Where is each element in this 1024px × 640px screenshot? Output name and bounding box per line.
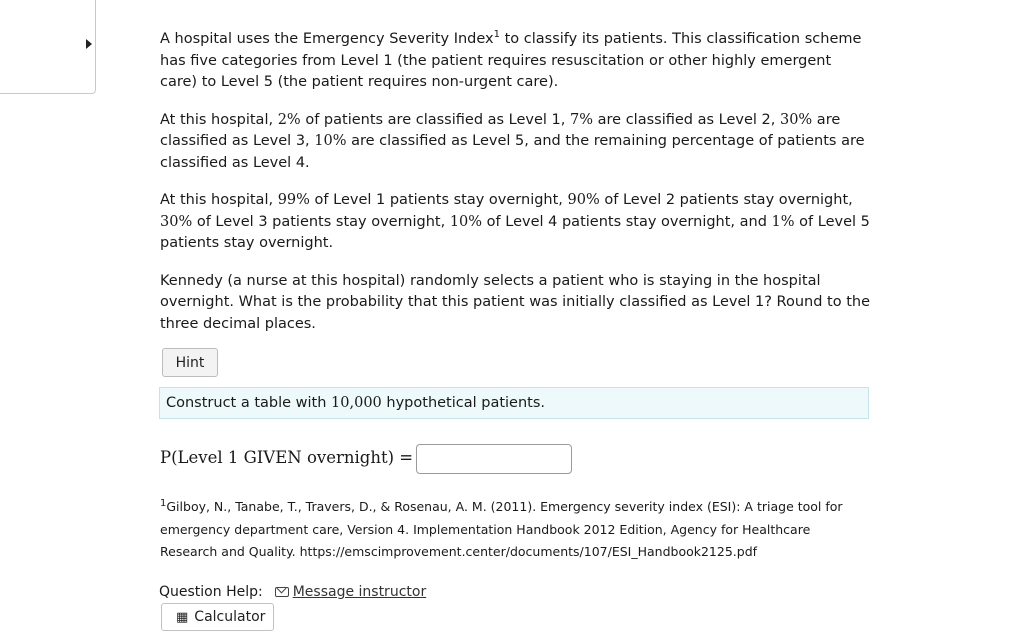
calculator-icon: ▦ xyxy=(176,609,189,625)
expand-arrow-icon[interactable] xyxy=(86,39,92,49)
footnote-marker: 1 xyxy=(160,497,167,509)
calculator-label: Calculator xyxy=(194,609,266,625)
footnote-ref: 1 xyxy=(493,29,500,41)
hint-box: Construct a table with 10,000 hypothetical patients. xyxy=(159,387,869,419)
mail-icon xyxy=(275,587,289,597)
question-help-row xyxy=(159,584,426,600)
footnote-text: Gilboy, N., Tanabe, T., Travers, D., & Rosenau, A. M. (2011). Emergency severity index (ESI): A triage tool for emergency department care, Version 4. Implementation Handbook 2012 Edition, Agency for Healthcare Research and Quality. https://emscimprovement.center/documents/107/ESI_Handbook2125.pdf xyxy=(160,499,843,559)
question-paragraph-4: Kennedy (a nurse at this hospital) randomly selects a patient who is staying in the hospital overnight. What is the probability that this patient was initially classified as Level 1? Round to the three decimal places. xyxy=(160,272,871,332)
calculator-button[interactable] xyxy=(161,603,274,631)
question-body xyxy=(160,29,872,351)
question-help-label: Question Help: xyxy=(159,584,263,600)
question-paragraph-1: A hospital uses the Emergency Severity Index$^1$ to classify its patients. This classification scheme has five categories from Level 1 (the patient requires resuscitation or other highly emergent care) to Level 5 (the patient requires non-urgent care). xyxy=(160,29,862,90)
hint-button[interactable]: Hint xyxy=(162,348,218,377)
answer-input[interactable] xyxy=(416,444,572,474)
answer-label: P(Level 1 GIVEN overnight) = xyxy=(160,448,414,467)
question-paragraph-2: At this hospital, 2% of patients are classified as Level 1, 7% are classified as Level 2, 30% are classified as Level 3, 10% are classified as Level 5, and the remaining percentage of patients are classified as Level 4. xyxy=(160,111,865,171)
question-paragraph-3: At this hospital, 99% of Level 1 patients stay overnight, 90% of Level 2 patients stay overnight, 30% of Level 3 patients stay overnight, 10% of Level 4 patients stay overnight, and 1% of Level 5 patients stay overnight. xyxy=(160,192,870,251)
message-instructor-link[interactable]: Message instructor xyxy=(292,584,427,600)
footnote xyxy=(160,496,870,564)
collapsed-side-panel xyxy=(0,0,96,94)
